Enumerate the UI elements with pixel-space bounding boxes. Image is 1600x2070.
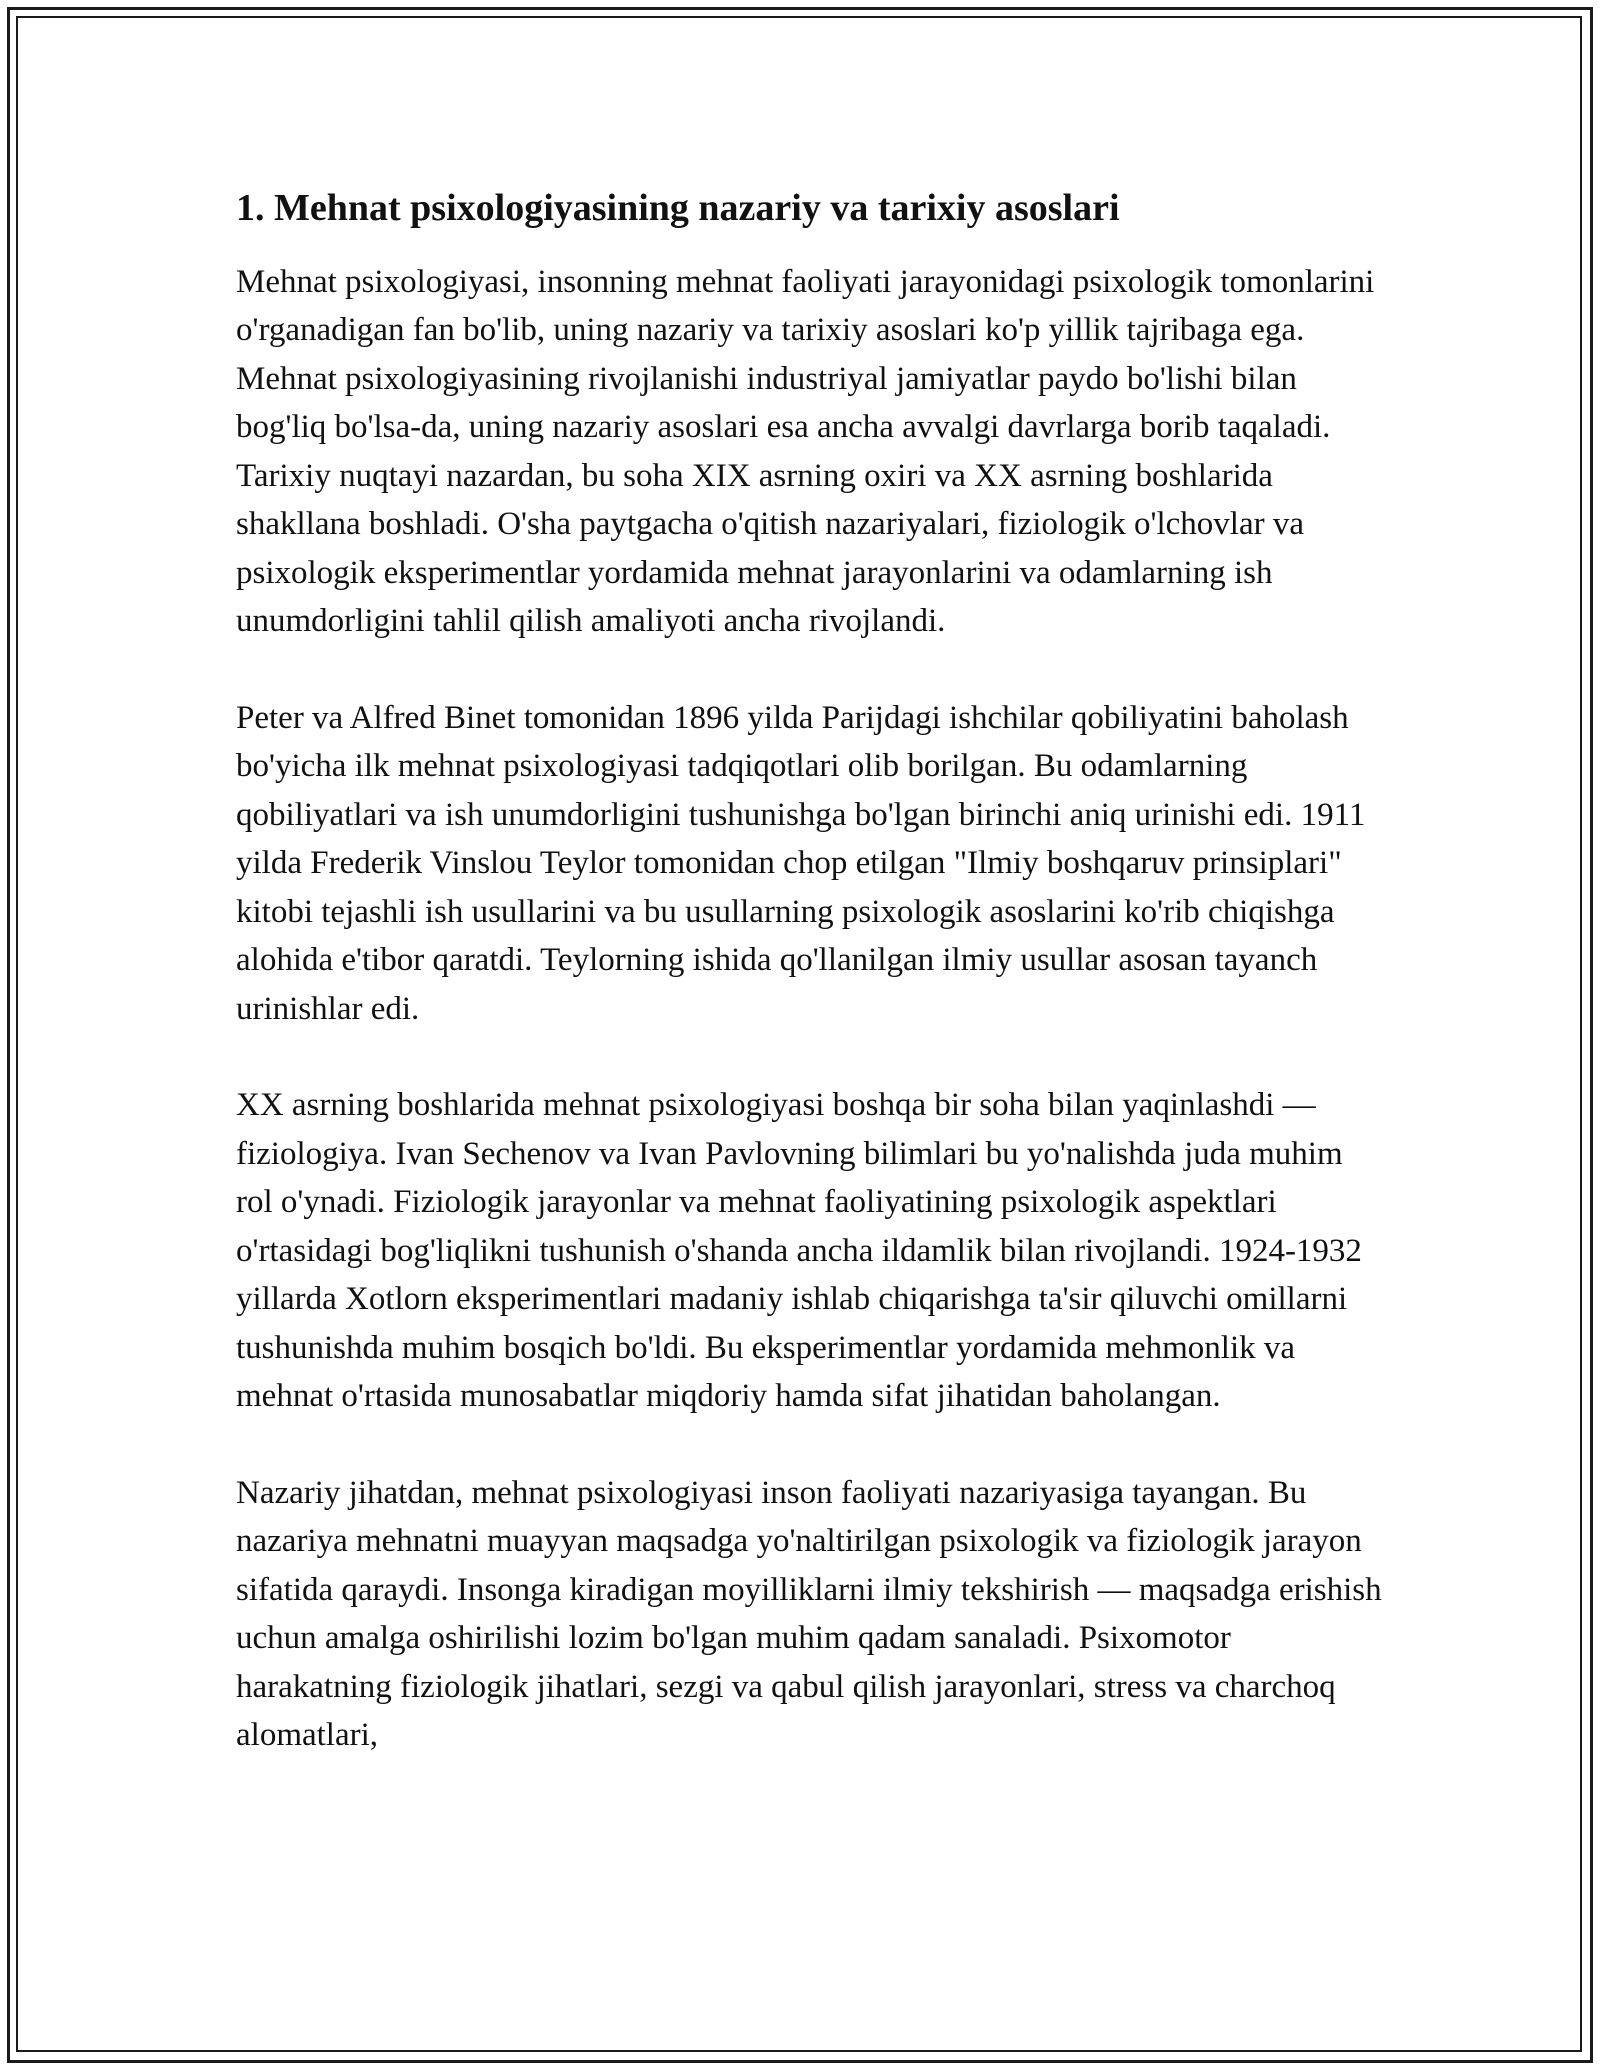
paragraph-4: Nazariy jihatdan, mehnat psixologiyasi inson faoliyati nazariyasiga tayangan. Bu nazariya mehnatni muayyan maqsadga yo'naltirilgan psixologik va fiziologik jarayon sifatida qaraydi. Insonga kiradigan moyilliklarni ilmiy tekshirish — maqsadga erishish uchun amalga oshirilishi lozim bo'lgan muhim qadam sanaladi. Psixomotor harakatning fiziologik jihatlari, sezgi va qabul qilish jarayonlari, stress va charchoq alomatlari,	[236, 1474, 1382, 1754]
paragraph-1: Mehnat psixologiyasi, insonning mehnat faoliyati jarayonidagi psixologik tomonlarini o'rganadigan fan bo'lib, uning nazariy va tarixiy asoslari ko'p yillik tajribaga ega. Mehnat psixologiyasining rivojlanishi industriyal jamiyatlar paydo bo'lishi bilan bog'liq bo'lsa-da, uning nazariy asoslari esa ancha avvalgi davrlarga borib taqaladi. Tarixiy nuqtayi nazardan, bu soha XIX asrning oxiri va XX asrning boshlarida shakllana boshladi. O'sha paytgacha o'qitish nazariyalari, fiziologik o'lchovlar va psixologik eksperimentlar yordamida mehnat jarayonlarini va odamlarning ish unumdorligini tahlil qilish amaliyoti ancha rivojlandi.	[236, 263, 1375, 640]
paragraph-3: XX asrning boshlarida mehnat psixologiyasi boshqa bir soha bilan yaqinlashdi — fiziologiya. Ivan Sechenov va Ivan Pavlovning bilimlari bu yo'nalishda juda muhim rol o'ynadi. Fiziologik jarayonlar va mehnat faoliyatining psixologik aspektlari o'rtasidagi bog'liqlikni tushunish o'shanda ancha ildamlik bilan rivojlandi. 1924-1932 yillarda Xotlorn eksperimentlari madaniy ishlab chiqarishga ta'sir qiluvchi omillarni tushunishda muhim bosqich bo'ldi. Bu eksperimentlar yordamida mehmonlik va mehnat o'rtasida munosabatlar miqdoriy hamda sifat jihatidan baholangan.	[236, 1087, 1362, 1415]
section-heading: 1. Mehnat psixologiyasining nazariy va tarixiy asoslari	[236, 187, 1120, 229]
paragraph-2: Peter va Alfred Binet tomonidan 1896 yilda Parijdagi ishchilar qobiliyatini baholash bo'yicha ilk mehnat psixologiyasi tadqiqotlari olib borilgan. Bu odamlarning qobiliyatlari va ish unumdorligini tushunishga bo'lgan birinchi aniq urinishi edi. 1911 yilda Frederik Vinslou Teylor tomonidan chop etilgan "Ilmiy boshqaruv prinsiplari" kitobi tejashli ish usullarini va bu usullarning psixologik asoslarini ko'rib chiqishga alohida e'tibor qaratdi. Teylorning ishida qo'llanilgan ilmiy usullar asosan tayanch urinishlar edi.	[236, 699, 1366, 1027]
document-body	[236, 186, 1386, 1808]
